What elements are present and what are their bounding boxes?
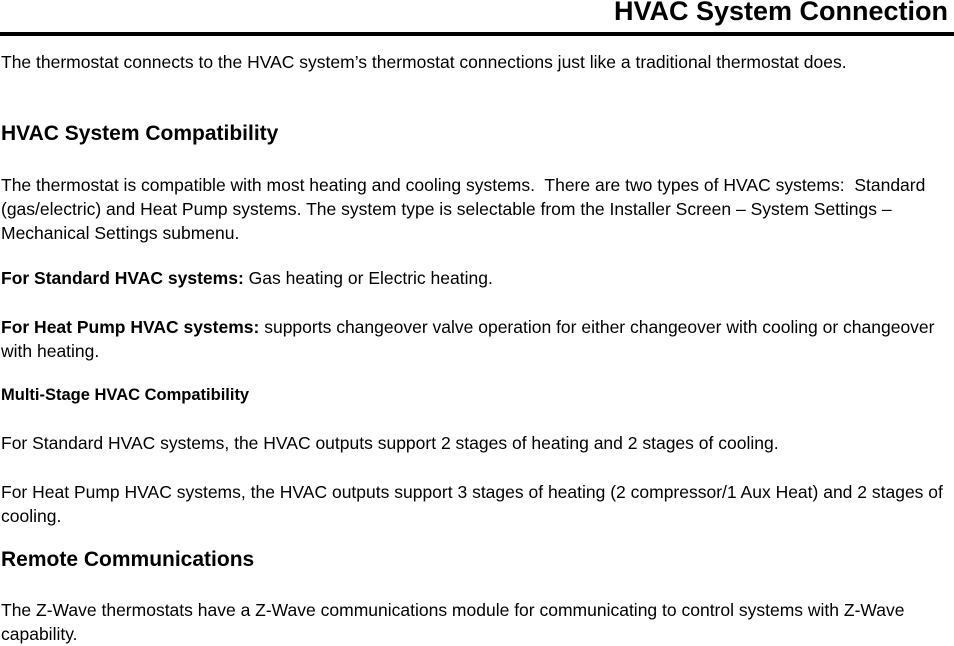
page-title: HVAC System Connection — [613, 0, 948, 26]
title-divider — [0, 32, 954, 36]
multistage-heatpump-paragraph: For Heat Pump HVAC systems, the HVAC outputs support 3 stages of heating (2 compressor/1 Aux Heat) and 2 stages of cooling. — [1, 482, 943, 526]
intro-paragraph: The thermostat connects to the HVAC system’s thermostat connections just like a traditional thermostat does. — [1, 52, 847, 72]
remote-communications-paragraph: The Z-Wave thermostats have a Z-Wave communications module for communicating to control systems with Z-Wave capability. — [1, 600, 905, 644]
compatibility-paragraph: The thermostat is compatible with most heating and cooling systems. There are two types of HVAC systems: Standard (gas/electric) and Heat Pump systems. The system type is selectable from the Installer Screen – System Settings – Mechanical Settings submenu. — [1, 175, 926, 243]
heatpump-systems-text: supports changeover valve operation for either changeover with cooling or changeover with heating. — [1, 317, 935, 361]
compatibility-heading: HVAC System Compatibility — [1, 122, 279, 145]
multistage-standard-paragraph: For Standard HVAC systems, the HVAC outputs support 2 stages of heating and 2 stages of cooling. — [1, 433, 779, 453]
heatpump-systems-label: For Heat Pump HVAC systems: — [1, 317, 260, 337]
standard-systems-paragraph — [1, 266, 951, 290]
heatpump-systems-paragraph — [1, 315, 951, 363]
standard-systems-label: For Standard HVAC systems: — [1, 268, 244, 288]
remote-communications-heading: Remote Communications — [1, 548, 255, 571]
multistage-heading: Multi-Stage HVAC Compatibility — [1, 386, 250, 404]
standard-systems-text: Gas heating or Electric heating. — [243, 268, 493, 288]
